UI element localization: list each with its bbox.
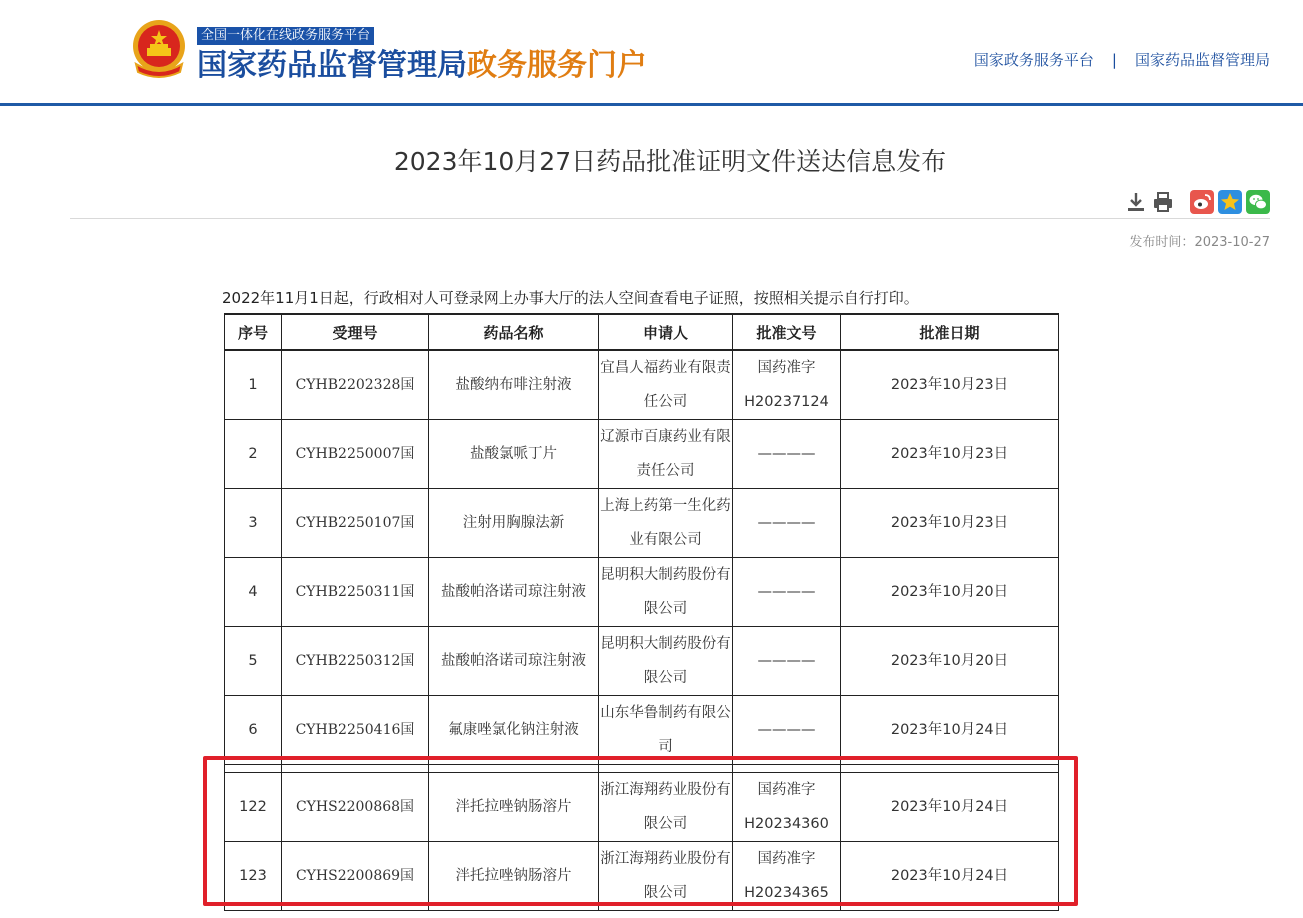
title-divider: [70, 218, 1270, 219]
table-row: [225, 420, 1059, 489]
brand-main: 国家药品监督管理局: [197, 48, 467, 83]
gap-cell: [282, 765, 429, 773]
cell-drug-name: 盐酸帕洛诺司琼注射液: [429, 558, 599, 627]
table-row: [225, 696, 1059, 765]
cell-approval-date: 2023年10月24日: [841, 696, 1059, 765]
table-row: [225, 773, 1059, 842]
cell-drug-name: 泮托拉唑钠肠溶片: [429, 773, 599, 842]
qzone-star-icon[interactable]: [1218, 190, 1242, 214]
publish-label: 发布时间：: [1129, 235, 1195, 250]
site-header: [0, 0, 1303, 106]
cell-approval-no: ————: [733, 489, 841, 558]
link-gov-service-platform[interactable]: 国家政务服务平台: [973, 51, 1094, 69]
cell-drug-name: 盐酸帕洛诺司琼注射液: [429, 627, 599, 696]
download-icon[interactable]: [1124, 190, 1148, 214]
cell-drug-name: 盐酸氯哌丁片: [429, 420, 599, 489]
page-title: 2023年10月27日药品批准证明文件送达信息发布: [393, 147, 947, 176]
cell-no: 5: [225, 627, 282, 696]
cell-no: 122: [225, 773, 282, 842]
brand-sub: 政务服务门户: [467, 48, 647, 83]
header-drug-name: 药品名称: [429, 314, 599, 350]
table-row: [225, 558, 1059, 627]
cell-approval-no: ————: [733, 420, 841, 489]
cell-accept-no: CYHS2200869国: [282, 842, 429, 911]
cell-no: 1: [225, 350, 282, 420]
cell-drug-name: 氟康唑氯化钠注射液: [429, 696, 599, 765]
link-nmpa[interactable]: 国家药品监督管理局: [1134, 51, 1270, 69]
cell-accept-no: CYHB2250107国: [282, 489, 429, 558]
cell-drug-name: 泮托拉唑钠肠溶片: [429, 842, 599, 911]
cell-no: 2: [225, 420, 282, 489]
cell-approval-no: 国药准字H20237124: [733, 350, 841, 420]
cell-accept-no: CYHS2200868国: [282, 773, 429, 842]
table-row: [225, 350, 1059, 420]
cell-approval-date: 2023年10月23日: [841, 420, 1059, 489]
platform-tag[interactable]: 全国一体化在线政务服务平台: [197, 27, 374, 45]
table-row: [225, 842, 1059, 911]
wechat-icon[interactable]: [1246, 190, 1270, 214]
cell-no: 3: [225, 489, 282, 558]
publish-time: [1129, 231, 1270, 250]
cell-accept-no: CYHB2250311国: [282, 558, 429, 627]
cell-approval-no: ————: [733, 627, 841, 696]
cell-applicant: 昆明积大制药股份有限公司: [599, 558, 733, 627]
table-header-row: [225, 314, 1059, 350]
cell-approval-date: 2023年10月20日: [841, 627, 1059, 696]
header-accept-no: 受理号: [282, 314, 429, 350]
cell-approval-date: 2023年10月23日: [841, 350, 1059, 420]
cell-accept-no: CYHB2250312国: [282, 627, 429, 696]
gap-cell: [841, 765, 1059, 773]
cell-approval-no: ————: [733, 558, 841, 627]
table-row-gap: [225, 765, 1059, 773]
gap-cell: [733, 765, 841, 773]
table-row: [225, 627, 1059, 696]
notice-text: 2022年11月1日起，行政相对人可登录网上办事大厅的法人空间查看电子证照，按照相关提示自行打印。: [222, 289, 919, 307]
print-icon[interactable]: [1151, 190, 1175, 214]
cell-approval-date: 2023年10月24日: [841, 842, 1059, 911]
gap-cell: [225, 765, 282, 773]
cell-applicant: 上海上药第一生化药业有限公司: [599, 489, 733, 558]
header-approval-date: 批准日期: [841, 314, 1059, 350]
cell-applicant: 山东华鲁制药有限公司: [599, 696, 733, 765]
link-separator: |: [1111, 51, 1117, 69]
cell-accept-no: CYHB2250416国: [282, 696, 429, 765]
cell-drug-name: 盐酸纳布啡注射液: [429, 350, 599, 420]
header-applicant: 申请人: [599, 314, 733, 350]
cell-applicant: 浙江海翔药业股份有限公司: [599, 773, 733, 842]
cell-approval-no: 国药准字H20234365: [733, 842, 841, 911]
cell-drug-name: 注射用胸腺法新: [429, 489, 599, 558]
cell-applicant: 昆明积大制药股份有限公司: [599, 627, 733, 696]
approval-table: [224, 313, 1059, 911]
table-row: [225, 489, 1059, 558]
cell-no: 123: [225, 842, 282, 911]
cell-no: 6: [225, 696, 282, 765]
cell-approval-date: 2023年10月23日: [841, 489, 1059, 558]
cell-approval-no: ————: [733, 696, 841, 765]
cell-approval-no: 国药准字H20234360: [733, 773, 841, 842]
top-links: [974, 49, 1270, 70]
cell-approval-date: 2023年10月20日: [841, 558, 1059, 627]
cell-approval-date: 2023年10月24日: [841, 773, 1059, 842]
header-no: 序号: [225, 314, 282, 350]
national-emblem-icon: [130, 18, 188, 82]
gap-cell: [599, 765, 733, 773]
gap-cell: [429, 765, 599, 773]
cell-accept-no: CYHB2202328国: [282, 350, 429, 420]
cell-accept-no: CYHB2250007国: [282, 420, 429, 489]
cell-applicant: 浙江海翔药业股份有限公司: [599, 842, 733, 911]
header-approval-no: 批准文号: [733, 314, 841, 350]
publish-date: 2023-10-27: [1194, 235, 1270, 250]
weibo-icon[interactable]: [1190, 190, 1214, 214]
cell-no: 4: [225, 558, 282, 627]
site-brand[interactable]: [197, 46, 647, 86]
cell-applicant: 宜昌人福药业有限责任公司: [599, 350, 733, 420]
cell-applicant: 辽源市百康药业有限责任公司: [599, 420, 733, 489]
